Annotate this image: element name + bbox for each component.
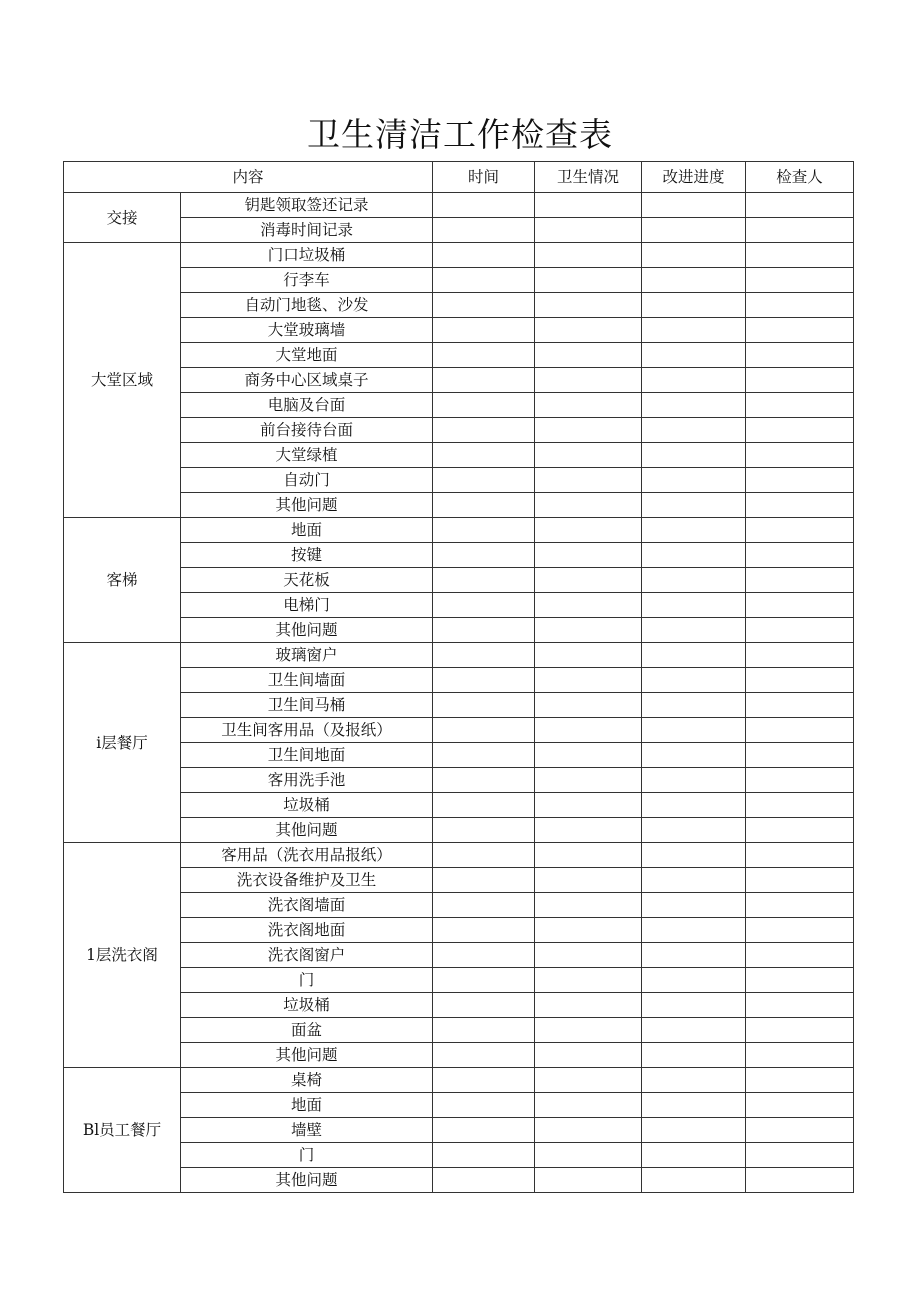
progress-cell[interactable] bbox=[642, 1068, 746, 1093]
inspector-cell[interactable] bbox=[746, 668, 854, 693]
time-cell[interactable] bbox=[433, 243, 535, 268]
item-name-cell: 其他问题 bbox=[181, 618, 433, 643]
hygiene-cell[interactable] bbox=[535, 993, 642, 1018]
hygiene-cell[interactable] bbox=[535, 568, 642, 593]
item-name-cell: 其他问题 bbox=[181, 1168, 433, 1193]
item-name-cell: 按键 bbox=[181, 543, 433, 568]
hygiene-cell[interactable] bbox=[535, 868, 642, 893]
inspector-cell[interactable] bbox=[746, 818, 854, 843]
inspector-cell[interactable] bbox=[746, 193, 854, 218]
inspector-cell[interactable] bbox=[746, 1068, 854, 1093]
header-inspector: 检查人 bbox=[746, 162, 854, 193]
inspector-cell[interactable] bbox=[746, 368, 854, 393]
progress-cell[interactable] bbox=[642, 868, 746, 893]
table-row bbox=[64, 743, 854, 768]
hygiene-cell[interactable] bbox=[535, 343, 642, 368]
item-name-cell: 电梯门 bbox=[181, 593, 433, 618]
time-cell[interactable] bbox=[433, 768, 535, 793]
inspector-cell[interactable] bbox=[746, 1043, 854, 1068]
table-row bbox=[64, 1118, 854, 1143]
inspector-cell[interactable] bbox=[746, 543, 854, 568]
inspector-cell[interactable] bbox=[746, 943, 854, 968]
time-cell[interactable] bbox=[433, 1068, 535, 1093]
inspector-cell[interactable] bbox=[746, 1168, 854, 1193]
group-name-cell: 交接 bbox=[64, 193, 181, 243]
progress-cell[interactable] bbox=[642, 368, 746, 393]
hygiene-cell[interactable] bbox=[535, 443, 642, 468]
hygiene-cell[interactable] bbox=[535, 193, 642, 218]
progress-cell[interactable] bbox=[642, 818, 746, 843]
item-name-cell: 电脑及台面 bbox=[181, 393, 433, 418]
time-cell[interactable] bbox=[433, 1093, 535, 1118]
table-row bbox=[64, 443, 854, 468]
item-name-cell: 桌椅 bbox=[181, 1068, 433, 1093]
hygiene-cell[interactable] bbox=[535, 468, 642, 493]
table-row bbox=[64, 593, 854, 618]
time-cell[interactable] bbox=[433, 918, 535, 943]
inspector-cell[interactable] bbox=[746, 643, 854, 668]
progress-cell[interactable] bbox=[642, 218, 746, 243]
inspector-cell[interactable] bbox=[746, 793, 854, 818]
group-name-cell: i层餐厅 bbox=[64, 643, 181, 843]
hygiene-cell[interactable] bbox=[535, 493, 642, 518]
inspector-cell[interactable] bbox=[746, 243, 854, 268]
item-name-cell: 卫生间马桶 bbox=[181, 693, 433, 718]
progress-cell[interactable] bbox=[642, 1143, 746, 1168]
hygiene-cell[interactable] bbox=[535, 1143, 642, 1168]
time-cell[interactable] bbox=[433, 1018, 535, 1043]
inspector-cell[interactable] bbox=[746, 618, 854, 643]
time-cell[interactable] bbox=[433, 793, 535, 818]
hygiene-cell[interactable] bbox=[535, 968, 642, 993]
inspector-cell[interactable] bbox=[746, 393, 854, 418]
progress-cell[interactable] bbox=[642, 518, 746, 543]
item-name-cell: 大堂玻璃墙 bbox=[181, 318, 433, 343]
inspector-cell[interactable] bbox=[746, 493, 854, 518]
inspector-cell[interactable] bbox=[746, 718, 854, 743]
progress-cell[interactable] bbox=[642, 768, 746, 793]
table-row bbox=[64, 793, 854, 818]
progress-cell[interactable] bbox=[642, 1018, 746, 1043]
progress-cell[interactable] bbox=[642, 1093, 746, 1118]
hygiene-cell[interactable] bbox=[535, 843, 642, 868]
table-row bbox=[64, 468, 854, 493]
progress-cell[interactable] bbox=[642, 443, 746, 468]
hygiene-cell[interactable] bbox=[535, 593, 642, 618]
time-cell[interactable] bbox=[433, 618, 535, 643]
item-name-cell: 垃圾桶 bbox=[181, 993, 433, 1018]
item-name-cell: 洗衣设备维护及卫生 bbox=[181, 868, 433, 893]
table-row bbox=[64, 768, 854, 793]
progress-cell[interactable] bbox=[642, 893, 746, 918]
inspector-cell[interactable] bbox=[746, 1118, 854, 1143]
time-cell[interactable] bbox=[433, 968, 535, 993]
table-row bbox=[64, 293, 854, 318]
hygiene-cell[interactable] bbox=[535, 918, 642, 943]
progress-cell[interactable] bbox=[642, 568, 746, 593]
progress-cell[interactable] bbox=[642, 1118, 746, 1143]
progress-cell[interactable] bbox=[642, 618, 746, 643]
table-row bbox=[64, 1093, 854, 1118]
table-row bbox=[64, 918, 854, 943]
inspector-cell[interactable] bbox=[746, 218, 854, 243]
header-row bbox=[64, 162, 854, 193]
time-cell[interactable] bbox=[433, 993, 535, 1018]
header-progress: 改进进度 bbox=[642, 162, 746, 193]
item-name-cell: 行李车 bbox=[181, 268, 433, 293]
inspector-cell[interactable] bbox=[746, 743, 854, 768]
hygiene-cell[interactable] bbox=[535, 293, 642, 318]
hygiene-cell[interactable] bbox=[535, 893, 642, 918]
time-cell[interactable] bbox=[433, 343, 535, 368]
progress-cell[interactable] bbox=[642, 743, 746, 768]
progress-cell[interactable] bbox=[642, 243, 746, 268]
item-name-cell: 门 bbox=[181, 1143, 433, 1168]
progress-cell[interactable] bbox=[642, 918, 746, 943]
inspector-cell[interactable] bbox=[746, 768, 854, 793]
group-name-cell: 大堂区域 bbox=[64, 243, 181, 518]
hygiene-cell[interactable] bbox=[535, 368, 642, 393]
table-row bbox=[64, 568, 854, 593]
progress-cell[interactable] bbox=[642, 843, 746, 868]
time-cell[interactable] bbox=[433, 443, 535, 468]
hygiene-cell[interactable] bbox=[535, 818, 642, 843]
inspector-cell[interactable] bbox=[746, 968, 854, 993]
hygiene-cell[interactable] bbox=[535, 668, 642, 693]
table-row bbox=[64, 243, 854, 268]
time-cell[interactable] bbox=[433, 868, 535, 893]
table-row bbox=[64, 893, 854, 918]
inspector-cell[interactable] bbox=[746, 418, 854, 443]
inspector-cell[interactable] bbox=[746, 343, 854, 368]
inspector-cell[interactable] bbox=[746, 268, 854, 293]
item-name-cell: 卫生间地面 bbox=[181, 743, 433, 768]
time-cell[interactable] bbox=[433, 568, 535, 593]
progress-cell[interactable] bbox=[642, 393, 746, 418]
time-cell[interactable] bbox=[433, 268, 535, 293]
inspector-cell[interactable] bbox=[746, 843, 854, 868]
time-cell[interactable] bbox=[433, 1043, 535, 1068]
inspector-cell[interactable] bbox=[746, 1143, 854, 1168]
hygiene-cell[interactable] bbox=[535, 318, 642, 343]
progress-cell[interactable] bbox=[642, 318, 746, 343]
header-time: 时间 bbox=[433, 162, 535, 193]
table-row bbox=[64, 618, 854, 643]
time-cell[interactable] bbox=[433, 693, 535, 718]
hygiene-cell[interactable] bbox=[535, 1043, 642, 1068]
table-row bbox=[64, 343, 854, 368]
time-cell[interactable] bbox=[433, 493, 535, 518]
item-name-cell: 洗衣阁墙面 bbox=[181, 893, 433, 918]
progress-cell[interactable] bbox=[642, 193, 746, 218]
table-row bbox=[64, 1043, 854, 1068]
table-row bbox=[64, 418, 854, 443]
progress-cell[interactable] bbox=[642, 493, 746, 518]
inspector-cell[interactable] bbox=[746, 918, 854, 943]
time-cell[interactable] bbox=[433, 293, 535, 318]
table-row bbox=[64, 1068, 854, 1093]
table-row bbox=[64, 643, 854, 668]
item-name-cell: 门口垃圾桶 bbox=[181, 243, 433, 268]
inspector-cell[interactable] bbox=[746, 318, 854, 343]
time-cell[interactable] bbox=[433, 743, 535, 768]
table-row bbox=[64, 693, 854, 718]
progress-cell[interactable] bbox=[642, 593, 746, 618]
table-row bbox=[64, 668, 854, 693]
header-hygiene: 卫生情况 bbox=[535, 162, 642, 193]
table-row bbox=[64, 718, 854, 743]
inspector-cell[interactable] bbox=[746, 1018, 854, 1043]
hygiene-cell[interactable] bbox=[535, 393, 642, 418]
table-body bbox=[64, 193, 854, 1193]
time-cell[interactable] bbox=[433, 943, 535, 968]
progress-cell[interactable] bbox=[642, 668, 746, 693]
item-name-cell: 大堂地面 bbox=[181, 343, 433, 368]
table-row bbox=[64, 868, 854, 893]
progress-cell[interactable] bbox=[642, 793, 746, 818]
group-name-cell: Bl员工餐厅 bbox=[64, 1068, 181, 1193]
item-name-cell: 洗衣阁地面 bbox=[181, 918, 433, 943]
hygiene-cell[interactable] bbox=[535, 643, 642, 668]
item-name-cell: 大堂绿植 bbox=[181, 443, 433, 468]
time-cell[interactable] bbox=[433, 393, 535, 418]
hygiene-cell[interactable] bbox=[535, 618, 642, 643]
table-row bbox=[64, 218, 854, 243]
hygiene-cell[interactable] bbox=[535, 418, 642, 443]
time-cell[interactable] bbox=[433, 193, 535, 218]
inspector-cell[interactable] bbox=[746, 293, 854, 318]
item-name-cell: 其他问题 bbox=[181, 493, 433, 518]
progress-cell[interactable] bbox=[642, 643, 746, 668]
item-name-cell: 消毒时间记录 bbox=[181, 218, 433, 243]
table-row bbox=[64, 843, 854, 868]
item-name-cell: 门 bbox=[181, 968, 433, 993]
time-cell[interactable] bbox=[433, 818, 535, 843]
table-row bbox=[64, 943, 854, 968]
inspection-table bbox=[63, 161, 854, 1193]
time-cell[interactable] bbox=[433, 518, 535, 543]
time-cell[interactable] bbox=[433, 418, 535, 443]
inspector-cell[interactable] bbox=[746, 468, 854, 493]
inspector-cell[interactable] bbox=[746, 518, 854, 543]
group-name-cell: 1层洗衣阁 bbox=[64, 843, 181, 1068]
progress-cell[interactable] bbox=[642, 468, 746, 493]
hygiene-cell[interactable] bbox=[535, 218, 642, 243]
table-row bbox=[64, 818, 854, 843]
hygiene-cell[interactable] bbox=[535, 1018, 642, 1043]
time-cell[interactable] bbox=[433, 318, 535, 343]
table-row bbox=[64, 393, 854, 418]
progress-cell[interactable] bbox=[642, 1043, 746, 1068]
table-row bbox=[64, 318, 854, 343]
time-cell[interactable] bbox=[433, 718, 535, 743]
hygiene-cell[interactable] bbox=[535, 1093, 642, 1118]
table-row bbox=[64, 193, 854, 218]
group-name-cell: 客梯 bbox=[64, 518, 181, 643]
time-cell[interactable] bbox=[433, 893, 535, 918]
page-title: 卫生清洁工作检查表 bbox=[307, 115, 613, 154]
table-row bbox=[64, 518, 854, 543]
hygiene-cell[interactable] bbox=[535, 768, 642, 793]
hygiene-cell[interactable] bbox=[535, 268, 642, 293]
item-name-cell: 其他问题 bbox=[181, 1043, 433, 1068]
table-row bbox=[64, 993, 854, 1018]
inspector-cell[interactable] bbox=[746, 1093, 854, 1118]
item-name-cell: 钥匙领取签还记录 bbox=[181, 193, 433, 218]
hygiene-cell[interactable] bbox=[535, 743, 642, 768]
progress-cell[interactable] bbox=[642, 343, 746, 368]
inspector-cell[interactable] bbox=[746, 443, 854, 468]
progress-cell[interactable] bbox=[642, 943, 746, 968]
item-name-cell: 商务中心区域桌子 bbox=[181, 368, 433, 393]
time-cell[interactable] bbox=[433, 593, 535, 618]
table-row bbox=[64, 1168, 854, 1193]
progress-cell[interactable] bbox=[642, 293, 746, 318]
table-row bbox=[64, 1143, 854, 1168]
time-cell[interactable] bbox=[433, 1118, 535, 1143]
time-cell[interactable] bbox=[433, 543, 535, 568]
table-row bbox=[64, 368, 854, 393]
progress-cell[interactable] bbox=[642, 718, 746, 743]
item-name-cell: 客用品（洗衣用品报纸） bbox=[181, 843, 433, 868]
progress-cell[interactable] bbox=[642, 693, 746, 718]
hygiene-cell[interactable] bbox=[535, 1168, 642, 1193]
inspector-cell[interactable] bbox=[746, 593, 854, 618]
hygiene-cell[interactable] bbox=[535, 243, 642, 268]
time-cell[interactable] bbox=[433, 468, 535, 493]
time-cell[interactable] bbox=[433, 843, 535, 868]
item-name-cell: 卫生间墙面 bbox=[181, 668, 433, 693]
progress-cell[interactable] bbox=[642, 543, 746, 568]
table-row bbox=[64, 268, 854, 293]
hygiene-cell[interactable] bbox=[535, 693, 642, 718]
time-cell[interactable] bbox=[433, 1143, 535, 1168]
time-cell[interactable] bbox=[433, 643, 535, 668]
item-name-cell: 前台接待台面 bbox=[181, 418, 433, 443]
item-name-cell: 客用洗手池 bbox=[181, 768, 433, 793]
table-row bbox=[64, 543, 854, 568]
inspector-cell[interactable] bbox=[746, 993, 854, 1018]
table-row bbox=[64, 1018, 854, 1043]
hygiene-cell[interactable] bbox=[535, 1068, 642, 1093]
item-name-cell: 玻璃窗户 bbox=[181, 643, 433, 668]
inspector-cell[interactable] bbox=[746, 568, 854, 593]
hygiene-cell[interactable] bbox=[535, 718, 642, 743]
item-name-cell: 自动门地毯、沙发 bbox=[181, 293, 433, 318]
hygiene-cell[interactable] bbox=[535, 518, 642, 543]
time-cell[interactable] bbox=[433, 1168, 535, 1193]
progress-cell[interactable] bbox=[642, 993, 746, 1018]
item-name-cell: 卫生间客用品（及报纸） bbox=[181, 718, 433, 743]
inspector-cell[interactable] bbox=[746, 868, 854, 893]
time-cell[interactable] bbox=[433, 668, 535, 693]
inspector-cell[interactable] bbox=[746, 693, 854, 718]
hygiene-cell[interactable] bbox=[535, 543, 642, 568]
progress-cell[interactable] bbox=[642, 418, 746, 443]
hygiene-cell[interactable] bbox=[535, 1118, 642, 1143]
table-row bbox=[64, 968, 854, 993]
header-content: 内容 bbox=[64, 162, 433, 193]
item-name-cell: 墙壁 bbox=[181, 1118, 433, 1143]
item-name-cell: 面盆 bbox=[181, 1018, 433, 1043]
time-cell[interactable] bbox=[433, 218, 535, 243]
table-row bbox=[64, 493, 854, 518]
time-cell[interactable] bbox=[433, 368, 535, 393]
inspector-cell[interactable] bbox=[746, 893, 854, 918]
item-name-cell: 自动门 bbox=[181, 468, 433, 493]
item-name-cell: 垃圾桶 bbox=[181, 793, 433, 818]
hygiene-cell[interactable] bbox=[535, 793, 642, 818]
hygiene-cell[interactable] bbox=[535, 943, 642, 968]
item-name-cell: 洗衣阁窗户 bbox=[181, 943, 433, 968]
item-name-cell: 地面 bbox=[181, 1093, 433, 1118]
progress-cell[interactable] bbox=[642, 968, 746, 993]
progress-cell[interactable] bbox=[642, 268, 746, 293]
item-name-cell: 其他问题 bbox=[181, 818, 433, 843]
item-name-cell: 天花板 bbox=[181, 568, 433, 593]
progress-cell[interactable] bbox=[642, 1168, 746, 1193]
item-name-cell: 地面 bbox=[181, 518, 433, 543]
